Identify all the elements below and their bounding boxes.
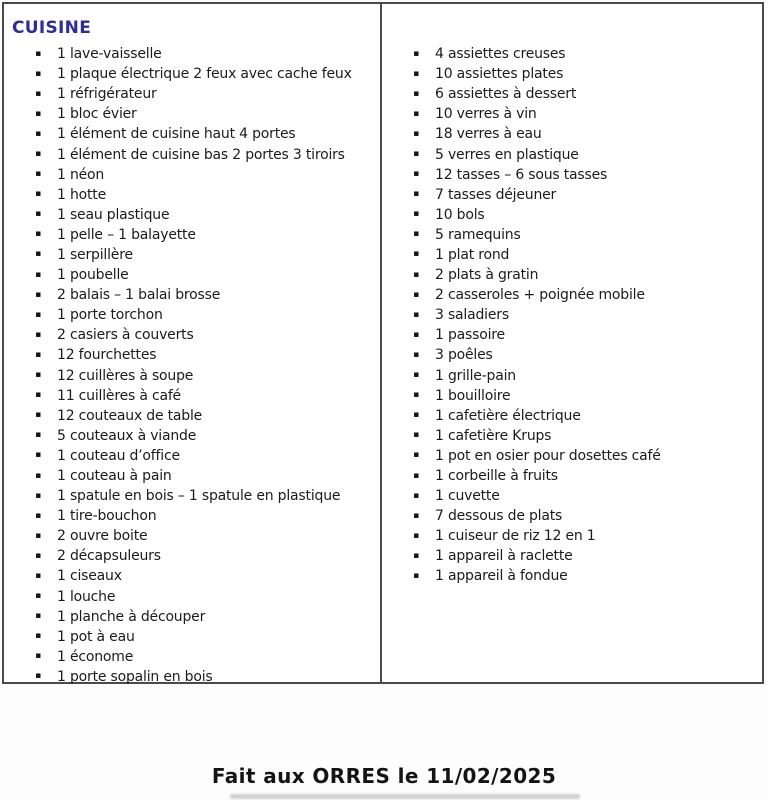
- left-column-kitchen-equipment: [2, 2, 382, 684]
- bullet-square-icon: ▪: [35, 169, 41, 180]
- list-item: [4, 104, 380, 124]
- list-item-label: 5 ramequins: [435, 226, 521, 243]
- list-item-label: 2 plats à gratin: [435, 267, 539, 284]
- bullet-square-icon: ▪: [413, 209, 419, 220]
- bullet-square-icon: ▪: [413, 289, 419, 300]
- list-item: [4, 607, 380, 627]
- inventory-table: [2, 2, 764, 684]
- list-item: [4, 205, 380, 225]
- bullet-square-icon: ▪: [413, 149, 419, 160]
- list-item: [4, 627, 380, 647]
- list-item: [382, 366, 762, 386]
- list-item-label: 2 casiers à couverts: [57, 327, 194, 344]
- bullet-square-icon: ▪: [35, 450, 41, 461]
- list-item-label: 10 verres à vin: [435, 106, 537, 123]
- list-item: [382, 305, 762, 325]
- bullet-square-icon: ▪: [413, 88, 419, 99]
- list-item-label: 12 cuillères à soupe: [57, 367, 194, 384]
- list-item-label: 1 élément de cuisine haut 4 portes: [57, 126, 296, 143]
- list-item-label: 1 appareil à fondue: [435, 568, 568, 585]
- list-item: [4, 265, 380, 285]
- bullet-square-icon: ▪: [35, 128, 41, 139]
- bullet-square-icon: ▪: [413, 189, 419, 200]
- bullet-square-icon: ▪: [35, 611, 41, 622]
- list-item-label: 1 hotte: [57, 186, 106, 203]
- bullet-square-icon: ▪: [35, 671, 41, 682]
- bullet-square-icon: ▪: [35, 631, 41, 642]
- bullet-square-icon: ▪: [35, 530, 41, 541]
- list-item: [4, 305, 380, 325]
- list-item: [4, 366, 380, 386]
- list-item: [4, 667, 380, 687]
- bullet-square-icon: ▪: [413, 510, 419, 521]
- list-item-label: 1 élément de cuisine bas 2 portes 3 tiroirs: [57, 146, 345, 163]
- list-item: [382, 64, 762, 84]
- list-item-label: 12 fourchettes: [57, 347, 157, 364]
- list-item-label: 1 seau plastique: [57, 206, 170, 223]
- bullet-square-icon: ▪: [413, 349, 419, 360]
- bullet-square-icon: ▪: [35, 88, 41, 99]
- bullet-square-icon: ▪: [413, 309, 419, 320]
- list-item-label: 2 balais – 1 balai brosse: [57, 287, 221, 304]
- list-item: [382, 506, 762, 526]
- list-item-label: 1 plat rond: [435, 246, 510, 263]
- footer-date: Fait aux ORRES le 11/02/2025: [211, 764, 557, 788]
- list-item-label: 1 porte sopalin en bois: [57, 668, 213, 685]
- bullet-square-icon: ▪: [413, 370, 419, 381]
- list-item: [4, 285, 380, 305]
- bullet-square-icon: ▪: [413, 570, 419, 581]
- bullet-square-icon: ▪: [35, 430, 41, 441]
- bullet-square-icon: ▪: [35, 510, 41, 521]
- list-item-label: 2 décapsuleurs: [57, 548, 161, 565]
- list-item-label: 18 verres à eau: [435, 126, 542, 143]
- list-item-label: 1 plaque électrique 2 feux avec cache feux: [57, 66, 352, 83]
- bullet-square-icon: ▪: [35, 490, 41, 501]
- list-item-label: 1 serpillère: [57, 246, 133, 263]
- list-item: [382, 165, 762, 185]
- list-item: [382, 265, 762, 285]
- list-item: [382, 426, 762, 446]
- kitchen-equipment-list: [4, 44, 380, 687]
- list-item: [382, 566, 762, 586]
- bullet-square-icon: ▪: [35, 550, 41, 561]
- bullet-square-icon: ▪: [35, 149, 41, 160]
- list-item: [382, 526, 762, 546]
- bullet-square-icon: ▪: [413, 128, 419, 139]
- bullet-square-icon: ▪: [35, 390, 41, 401]
- list-item: [382, 466, 762, 486]
- list-item: [4, 345, 380, 365]
- list-item-label: 1 réfrigérateur: [57, 86, 157, 103]
- list-item: [4, 325, 380, 345]
- list-item-label: 2 ouvre boite: [57, 528, 148, 545]
- list-item: [382, 225, 762, 245]
- list-item-label: 1 planche à découper: [57, 608, 206, 625]
- bullet-square-icon: ▪: [35, 349, 41, 360]
- list-item-label: 6 assiettes à dessert: [435, 86, 577, 103]
- list-item: [4, 225, 380, 245]
- bullet-square-icon: ▪: [35, 229, 41, 240]
- list-item-label: 1 bloc évier: [57, 106, 137, 123]
- bullet-square-icon: ▪: [413, 410, 419, 421]
- list-item: [4, 44, 380, 64]
- bullet-square-icon: ▪: [413, 169, 419, 180]
- list-item-label: 1 cafetière Krups: [435, 427, 552, 444]
- bullet-square-icon: ▪: [35, 269, 41, 280]
- list-item-label: 1 cuvette: [435, 488, 500, 505]
- bullet-square-icon: ▪: [35, 570, 41, 581]
- list-item: [382, 124, 762, 144]
- bullet-square-icon: ▪: [413, 68, 419, 79]
- list-item-label: 1 pelle – 1 balayette: [57, 226, 196, 243]
- list-item: [4, 486, 380, 506]
- list-item-label: 1 grille-pain: [435, 367, 516, 384]
- list-item: [4, 245, 380, 265]
- list-item-label: 1 ciseaux: [57, 568, 122, 585]
- bullet-square-icon: ▪: [35, 209, 41, 220]
- tableware-list: [382, 44, 762, 587]
- bullet-square-icon: ▪: [35, 651, 41, 662]
- list-item-label: 1 porte torchon: [57, 307, 163, 324]
- list-item: [4, 587, 380, 607]
- list-item-label: 1 passoire: [435, 327, 505, 344]
- list-item-label: 1 louche: [57, 588, 116, 605]
- list-item: [4, 506, 380, 526]
- list-item-label: 1 cafetière électrique: [435, 407, 581, 424]
- list-item: [382, 104, 762, 124]
- list-item-label: 4 assiettes creuses: [435, 46, 566, 63]
- list-item: [4, 446, 380, 466]
- page-title: CUISINE: [12, 18, 92, 38]
- list-item: [382, 486, 762, 506]
- list-item-label: 1 pot à eau: [57, 628, 135, 645]
- list-item: [4, 185, 380, 205]
- list-item: [4, 386, 380, 406]
- list-item: [382, 345, 762, 365]
- list-item-label: 1 tire-bouchon: [57, 508, 157, 525]
- bullet-square-icon: ▪: [35, 370, 41, 381]
- bullet-square-icon: ▪: [35, 48, 41, 59]
- list-item-label: 11 cuillères à café: [57, 387, 181, 404]
- list-item: [382, 325, 762, 345]
- bullet-square-icon: ▪: [413, 229, 419, 240]
- bullet-square-icon: ▪: [35, 68, 41, 79]
- list-item: [382, 144, 762, 164]
- bullet-square-icon: ▪: [35, 591, 41, 602]
- bullet-square-icon: ▪: [413, 108, 419, 119]
- list-item-label: 1 poubelle: [57, 267, 129, 284]
- list-item-label: 1 appareil à raclette: [435, 548, 573, 565]
- bullet-square-icon: ▪: [413, 530, 419, 541]
- list-item: [4, 84, 380, 104]
- list-item-label: 5 verres en plastique: [435, 146, 579, 163]
- list-item-label: 1 néon: [57, 166, 105, 183]
- list-item-label: 1 spatule en bois – 1 spatule en plastique: [57, 488, 341, 505]
- bullet-square-icon: ▪: [35, 289, 41, 300]
- bullet-square-icon: ▪: [35, 189, 41, 200]
- bullet-square-icon: ▪: [413, 430, 419, 441]
- bullet-square-icon: ▪: [413, 550, 419, 561]
- list-item-label: 1 lave-vaisselle: [57, 46, 162, 63]
- list-item-label: 1 bouilloire: [435, 387, 511, 404]
- list-item: [382, 44, 762, 64]
- list-item-label: 1 cuiseur de riz 12 en 1: [435, 528, 596, 545]
- list-item-label: 12 couteaux de table: [57, 407, 203, 424]
- list-item: [4, 426, 380, 446]
- list-item: [4, 64, 380, 84]
- list-item: [4, 647, 380, 667]
- list-item-label: 7 tasses déjeuner: [435, 186, 557, 203]
- list-item: [4, 144, 380, 164]
- list-item: [382, 406, 762, 426]
- list-item: [4, 406, 380, 426]
- bullet-square-icon: ▪: [35, 249, 41, 260]
- bullet-square-icon: ▪: [35, 108, 41, 119]
- list-item-label: 10 assiettes plates: [435, 66, 564, 83]
- bullet-square-icon: ▪: [413, 48, 419, 59]
- list-item: [382, 185, 762, 205]
- bullet-square-icon: ▪: [413, 490, 419, 501]
- list-item: [382, 546, 762, 566]
- list-item-label: 1 pot en osier pour dosettes café: [435, 447, 661, 464]
- bullet-square-icon: ▪: [413, 269, 419, 280]
- right-column-tableware: [380, 2, 764, 684]
- bullet-square-icon: ▪: [413, 450, 419, 461]
- list-item: [382, 205, 762, 225]
- list-item: [382, 245, 762, 265]
- bullet-square-icon: ▪: [413, 249, 419, 260]
- list-item-label: 10 bols: [435, 206, 485, 223]
- list-item-label: 1 couteau d’office: [57, 447, 180, 464]
- list-item-label: 1 couteau à pain: [57, 468, 172, 485]
- list-item: [4, 165, 380, 185]
- bullet-square-icon: ▪: [35, 470, 41, 481]
- cutoff-text-strip: [230, 794, 580, 799]
- list-item: [4, 566, 380, 586]
- bullet-square-icon: ▪: [35, 329, 41, 340]
- list-item-label: 2 casseroles + poignée mobile: [435, 287, 645, 304]
- list-item-label: 5 couteaux à viande: [57, 427, 197, 444]
- list-item: [382, 446, 762, 466]
- bullet-square-icon: ▪: [35, 309, 41, 320]
- list-item-label: 1 corbeille à fruits: [435, 468, 558, 485]
- list-item-label: 12 tasses – 6 sous tasses: [435, 166, 608, 183]
- bullet-square-icon: ▪: [35, 410, 41, 421]
- bullet-square-icon: ▪: [413, 470, 419, 481]
- list-item-label: 7 dessous de plats: [435, 508, 563, 525]
- list-item-label: 3 saladiers: [435, 307, 509, 324]
- list-item: [4, 526, 380, 546]
- list-item: [382, 285, 762, 305]
- list-item-label: 1 économe: [57, 648, 134, 665]
- list-item: [4, 466, 380, 486]
- list-item: [4, 546, 380, 566]
- list-item: [4, 124, 380, 144]
- list-item: [382, 386, 762, 406]
- list-item: [382, 84, 762, 104]
- bullet-square-icon: ▪: [413, 390, 419, 401]
- list-item-label: 3 poêles: [435, 347, 493, 364]
- bullet-square-icon: ▪: [413, 329, 419, 340]
